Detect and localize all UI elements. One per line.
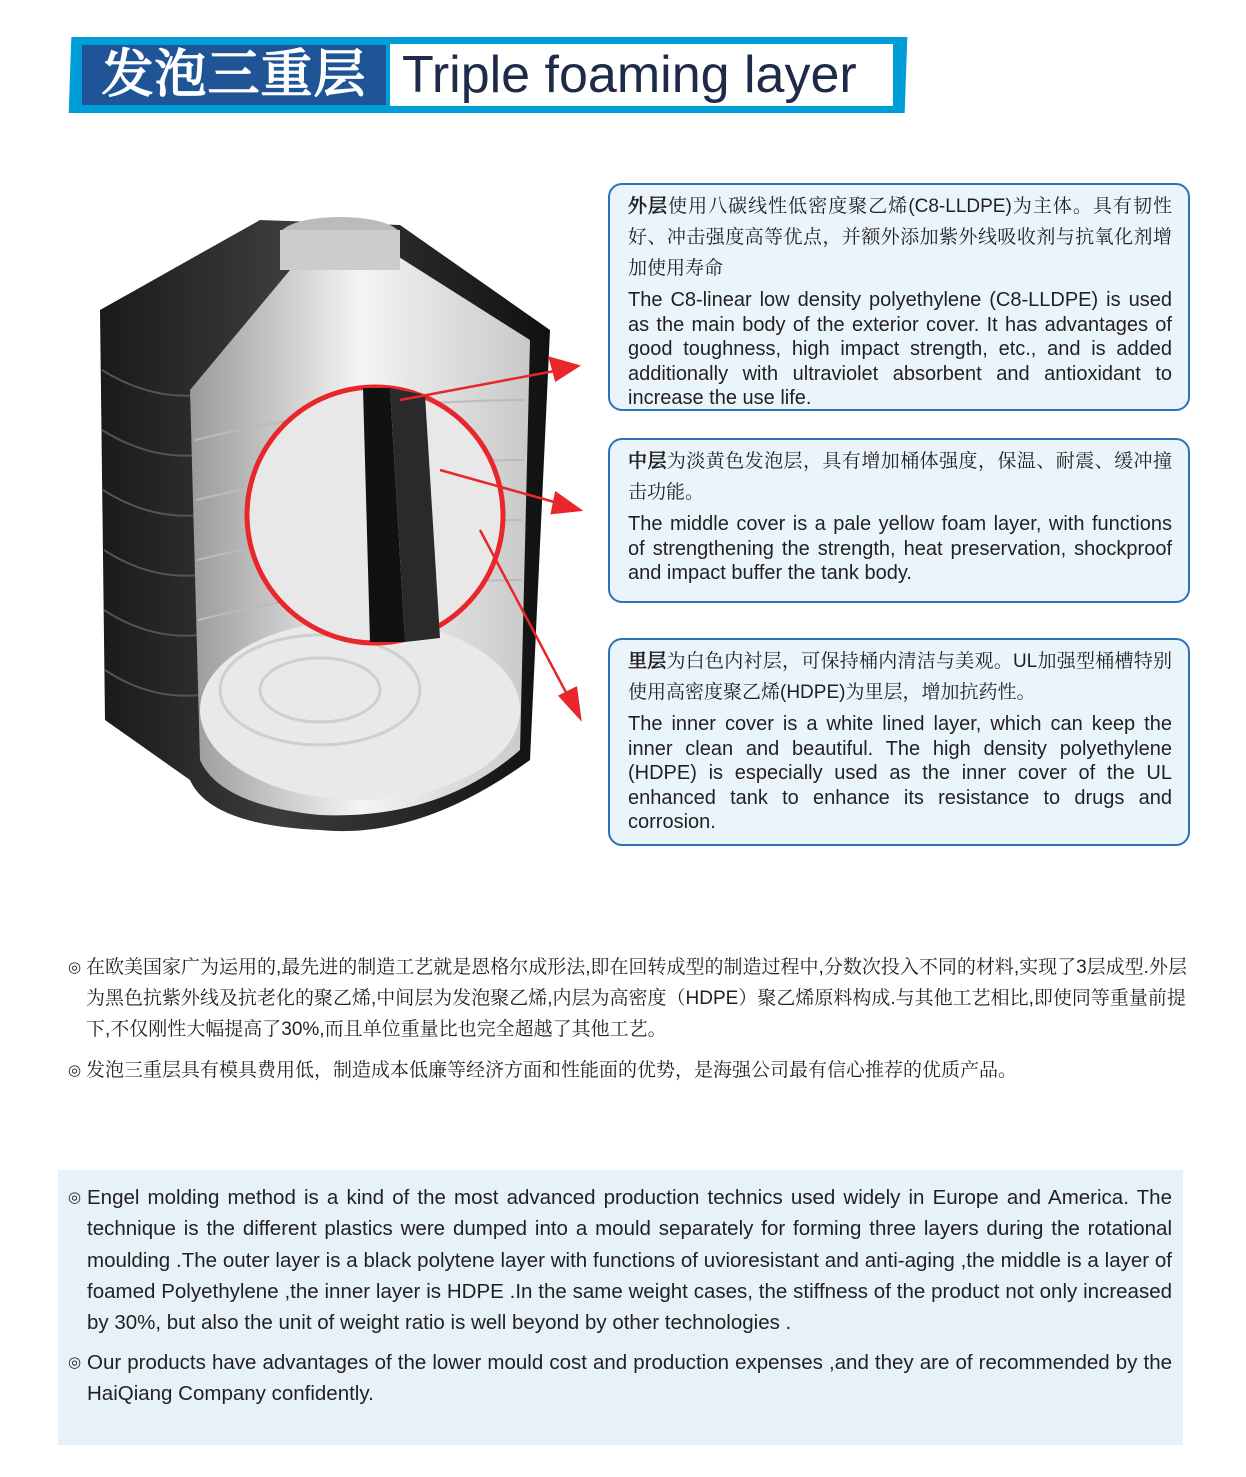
inner-layer-label: 里层 — [628, 651, 667, 672]
inner-layer-en: The inner cover is a white lined layer, which can keep the inner clean and beautiful. The high density polyethylene (HDPE) is especially used as the inner cover of the UL enhanced tank to enhance its resistance to drugs and corrosion. — [628, 713, 1172, 833]
outer-layer-box — [608, 183, 1190, 411]
en-paragraph — [68, 1347, 1172, 1410]
tank-cutaway-illustration — [60, 200, 600, 850]
outer-layer-en: The C8-linear low density polyethylene (C8-LLDPE) is used as the main body of the exterior cover. It has advantages of good toughness, high impact strength, etc., and is added additionally with ultraviolet absorbent and antioxidant to increase the use life. — [628, 289, 1172, 409]
cn-paragraph — [68, 952, 1188, 1045]
bullet-icon: ◎ — [68, 959, 82, 976]
cn-paragraph-text: 在欧美国家广为运用的,最先进的制造工艺就是恩格尔成形法,即在回转成型的制造过程中,分数次投入不同的材料,实现了3层成型.外层为黑色抗紫外线及抗老化的聚乙烯,中间层为发泡聚乙烯,内层为高密度（HDPE）聚乙烯原料构成.与其他工艺相比,即使同等重量前提下,不仅刚性大幅提高了30%,而且单位重量比也完全超越了其他工艺。 — [86, 957, 1187, 1040]
title-en: Triple foaming layer — [390, 44, 893, 106]
en-paragraph — [68, 1182, 1172, 1338]
middle-layer-en: The middle cover is a pale yellow foam layer, with functions of strengthening the strength, heat preservation, shockproof and impact buffer the tank body. — [628, 513, 1172, 584]
english-summary-panel — [58, 1170, 1183, 1445]
en-paragraph-text: Engel molding method is a kind of the most advanced production technics used widely in Europe and America. The technique is the different plastics were dumped into a mould separately for forming three layers during the rotational moulding .The outer layer is a black polytene layer with functions of uvioresistant and anti-aging ,the middle is a layer of foamed Polyethylene ,the inner layer is HDPE .In the same weight cases, the stiffness of the product not only increased by 30%, but also the unit of weight ratio is well beyond by other technologies . — [87, 1186, 1172, 1335]
middle-layer-cn: 为淡黄色发泡层，具有增加桶体强度，保温、耐震、缓冲撞击功能。 — [628, 451, 1172, 503]
outer-layer-cn: 使用八碳线性低密度聚乙烯(C8-LLDPE)为主体。具有韧性好、冲击强度高等优点，并额外添加紫外线吸收剂与抗氧化剂增加使用寿命 — [628, 196, 1172, 279]
inner-layer-cn: 为白色内衬层，可保持桶内清洁与美观。UL加强型桶槽特别使用高密度聚乙烯(HDPE)为里层，增加抗药性。 — [628, 651, 1172, 703]
cn-paragraph-text: 发泡三重层具有模具费用低，制造成本低廉等经济方面和性能面的优势，是海强公司最有信心推荐的优质产品。 — [86, 1060, 1018, 1081]
title-cn: 发泡三重层 — [82, 45, 386, 105]
inner-layer-box — [608, 638, 1190, 846]
bullet-icon: ◎ — [68, 1189, 82, 1206]
cn-paragraph — [68, 1055, 1188, 1086]
bullet-icon: ◎ — [68, 1354, 82, 1371]
middle-layer-box — [608, 438, 1190, 603]
en-paragraph-text: Our products have advantages of the lower mould cost and production expenses ,and they are of recommended by the HaiQiang Company confidently. — [87, 1351, 1172, 1406]
middle-layer-label: 中层 — [628, 451, 667, 472]
outer-layer-label: 外层 — [628, 196, 669, 217]
bullet-icon: ◎ — [68, 1062, 82, 1079]
